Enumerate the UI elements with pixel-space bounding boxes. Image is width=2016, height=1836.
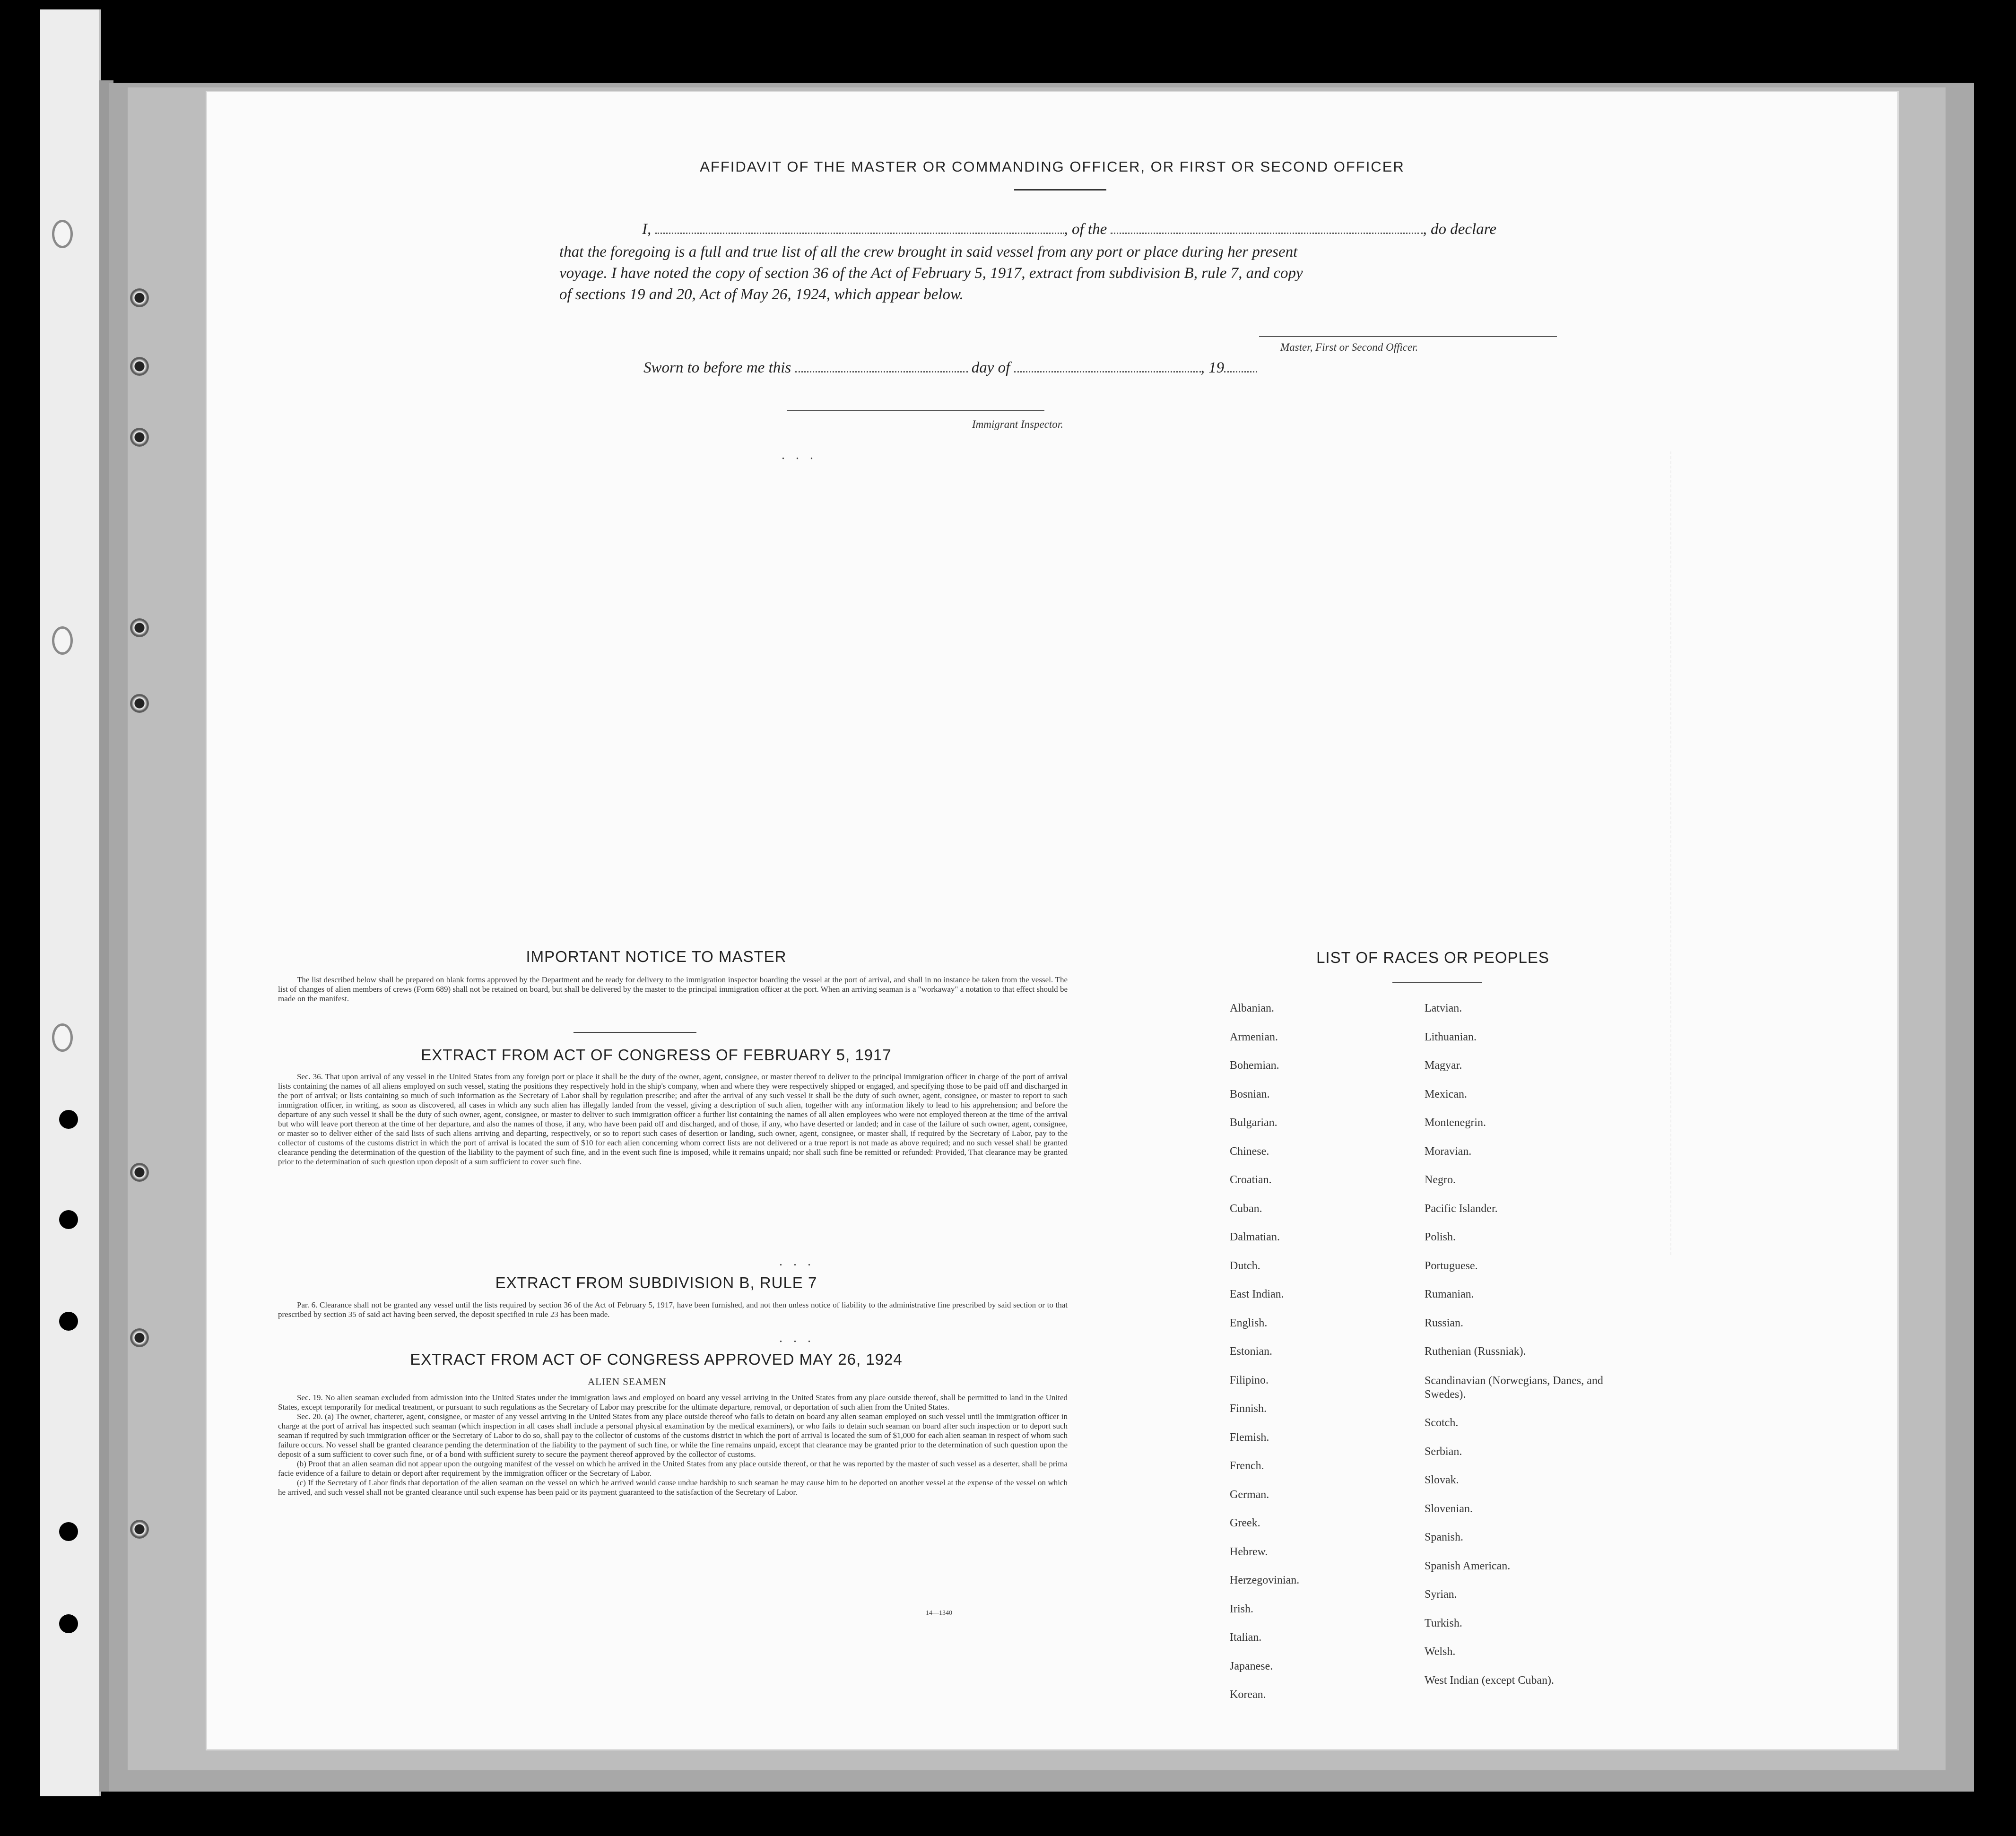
extract-1924-body: Sec. 19. No alien seaman excluded from admission into the United States under the immigration laws and employed on board any vessel arriving in the United States from any place outside thereof, shall be permitted to land in the United States, except temporarily for medical treatment, or pursuant to such regulations as the Secretary of Labor may prescribe for the ultimate departure, removal, or deportation of such alien from the United States. Sec. 20. (a) The owner, charterer, agent, consignee, or master of any vessel arriving in the United States from any place outside thereof who fails to detain on board any alien seaman employed on such vessel until the immigration officer in charge at the port of arrival has inspected such seaman (which inspection in all cases shall include a personal physical examination by the medical examiners), or who fails to detain such seaman on board after such inspection or to deport such seaman if required by such immigration officer or the Secretary of Labor to do so, shall pay to the collector of customs of the customs district in which the port of arrival is located the sum of $1,000 for each alien seaman in respect of whom such failure occurs. No vessel shall be granted clearance pending the determination of the liability to the payment of such fine, or while the fine remains unpaid, except that clearance may be granted prior to the determination of such question upon the deposit of a sum sufficient to cover such fine, or of a bond with sufficient surety to secure the payment thereof approved by the collector of customs. (b) Proof that an alien seaman did not appear upon the outgoing manifest of the vessel on which he arrived in the United States from any place outside thereof, or that he was reported by the master of such vessel as a deserter, shall be prima facie evidence of a failure to detain or deport after requirement by the immigration officer or the Secretary of Labor. (c) If the Secretary of Labor finds that deportation of the alien seaman on the vessel on which he arrived would cause undue hardship to such seaman he may cause him to be deported on another vessel at the expense of the vessel on which he arrived, and such vessel shall not be granted clearance until such expense has been paid or its payment guaranteed to the satisfaction of the Secretary of Labor.	[278, 1393, 1068, 1497]
declaration-line-3: voyage. I have noted the copy of section 36 of the Act of February 5, 1917, extract from subdivision B, rule 7, and copy	[559, 265, 1303, 282]
inspector-caption: Immigrant Inspector.	[972, 418, 1063, 430]
race-item: East Indian.	[1230, 1288, 1284, 1300]
race-item: English.	[1230, 1316, 1268, 1329]
declaration-line-2: that the foregoing is a full and true list of all the crew brought in said vessel from any port or place during her present	[559, 243, 1298, 260]
bleed-through	[1670, 451, 1860, 1255]
race-item: Ruthenian (Russniak).	[1425, 1345, 1526, 1358]
races-title: LIST OF RACES OR PEOPLES	[1316, 949, 1549, 966]
extract-1924-title: EXTRACT FROM ACT OF CONGRESS APPROVED MAY 26, 1924	[410, 1351, 903, 1368]
race-item: Moravian.	[1425, 1145, 1472, 1158]
punch-hole	[59, 1614, 78, 1633]
race-item: Bulgarian.	[1230, 1117, 1277, 1129]
rivet	[130, 1163, 149, 1182]
race-item: Flemish.	[1230, 1431, 1269, 1444]
race-item: Serbian.	[1425, 1445, 1462, 1458]
punch-hole	[59, 1522, 78, 1541]
dots-mark: . . .	[779, 1331, 815, 1345]
rivet	[130, 1520, 149, 1539]
race-item: Montenegrin.	[1425, 1117, 1486, 1129]
race-item: Japanese.	[1230, 1660, 1273, 1672]
race-item: Turkish.	[1425, 1617, 1462, 1629]
master-name-field[interactable]	[655, 223, 1064, 234]
race-item: French.	[1230, 1460, 1264, 1472]
race-item: Welsh.	[1425, 1645, 1456, 1658]
sworn-line: Sworn to before me this day of , 19	[643, 359, 1257, 377]
race-item: Negro.	[1425, 1174, 1456, 1186]
sworn-month-field[interactable]	[1014, 362, 1201, 372]
form-sheet	[207, 92, 1897, 1749]
rivet	[130, 1328, 149, 1347]
race-item: Bohemian.	[1230, 1059, 1279, 1072]
race-item: Hebrew.	[1230, 1545, 1268, 1558]
races-column-1	[1230, 1002, 1419, 1701]
extract-1917-body: Sec. 36. That upon arrival of any vessel in the United States from any foreign port or place it shall be the duty of the owner, agent, consignee, or master thereof to deliver to the principal immigration officer in charge of the port of arrival lists containing the names of all aliens employed on such vessel, stating the positions they respectively hold in the ship's company, when and where they were respectively shipped or engaged, and specifying those to be paid off and discharged in the port of arrival; or lists containing so much of such information as the Secretary of Labor shall by regulation prescribe; and after the arrival of any such vessel it shall be the duty of such owner, agent, consignee, or master to report to such immigration officer, in writing, as soon as discovered, all cases in which any such alien has illegally landed from the vessel, giving a description of such alien, together with any information likely to lead to his apprehension; and before the departure of any such vessel it shall be the duty of such owner, agent, consignee, or master to deliver to such immigration officer a further list containing the names of all alien employees who were not employed thereon at the time of the arrival but who will leave port thereon at the time of her departure, and also the names of those, if any, who have been paid off and discharged, and of those, if any, who have deserted or landed; and in case of the failure of such owner, agent, consignee, or master so to deliver either of the said lists of such aliens arriving and departing, respectively, or so to report such cases of desertion or landing, such owner, agent, consignee, or master shall, if required by the Secretary of Labor, pay to the collector of customs of the customs district in which the port of arrival is located the sum of $10 for each alien concerning whom correct lists are not delivered or a true report is not made as above required; and no such vessel shall be granted clearance pending the determination of the question of the liability to the payment of such fine, and in the event such fine is imposed, while it remains unpaid; nor shall such fine be remitted or refunded: Provided, That clearance may be granted prior to the determination of such question upon deposit of a sum sufficient to cover such fine.	[278, 1072, 1068, 1166]
race-item: Slovenian.	[1425, 1502, 1473, 1515]
race-item: Russian.	[1425, 1316, 1464, 1329]
punch-hole	[59, 1210, 78, 1229]
race-item: Syrian.	[1425, 1588, 1457, 1601]
races-title-rule	[1392, 982, 1482, 983]
race-item: Pacific Islander.	[1425, 1202, 1498, 1215]
punch-hole	[59, 1110, 78, 1129]
declaration-line-1: I, , of the , do declare	[642, 221, 1496, 238]
affidavit-title: AFFIDAVIT OF THE MASTER OR COMMANDING OFFICER, OR FIRST OR SECOND OFFICER	[700, 158, 1405, 175]
race-item: Slovak.	[1425, 1474, 1459, 1487]
race-item: Latvian.	[1425, 1002, 1462, 1014]
sworn-day-field[interactable]	[795, 362, 968, 372]
race-item: Irish.	[1230, 1602, 1253, 1615]
race-item: West Indian (except Cuban).	[1425, 1674, 1554, 1687]
race-item: Dalmatian.	[1230, 1231, 1280, 1243]
rivet	[130, 428, 149, 447]
master-caption: Master, First or Second Officer.	[1280, 341, 1418, 353]
race-item: Scotch.	[1425, 1417, 1459, 1429]
rivet	[130, 288, 149, 307]
rivet	[130, 694, 149, 713]
alien-seamen-subtitle: ALIEN SEAMEN	[588, 1376, 667, 1387]
race-item: Polish.	[1425, 1231, 1456, 1243]
race-item: Greek.	[1230, 1517, 1260, 1529]
race-item: Dutch.	[1230, 1259, 1260, 1272]
races-column-2	[1425, 1002, 1651, 1687]
ring-hole	[52, 220, 73, 248]
race-item: Spanish.	[1425, 1531, 1464, 1544]
race-item: German.	[1230, 1488, 1269, 1501]
race-item: Albanian.	[1230, 1002, 1274, 1014]
race-item: Herzegovinian.	[1230, 1574, 1300, 1586]
race-item: Cuban.	[1230, 1202, 1262, 1215]
inspector-signature-line[interactable]	[787, 410, 1044, 411]
rivet	[130, 618, 149, 637]
race-item: Scandinavian (Norwegians, Danes, and Swedes).	[1425, 1374, 1603, 1401]
extract-rule7-title: EXTRACT FROM SUBDIVISION B, RULE 7	[495, 1274, 817, 1291]
race-item: Mexican.	[1425, 1088, 1467, 1100]
race-item: Armenian.	[1230, 1031, 1278, 1043]
extract-rule7-body: Par. 6. Clearance shall not be granted any vessel until the lists required by section 36 of the Act of February 5, 1917, have been furnished, and not then unless notice of liability to the administrative fine prescribed by said section or to that prescribed by section 35 of said act having been served, the deposit specified in rule 23 has been made.	[278, 1300, 1068, 1319]
rivet	[130, 357, 149, 376]
form-number: 14—1340	[926, 1610, 952, 1617]
race-item: Magyar.	[1425, 1059, 1462, 1072]
race-item: Filipino.	[1230, 1374, 1269, 1386]
race-item: Bosnian.	[1230, 1088, 1270, 1100]
race-item: Rumanian.	[1425, 1288, 1474, 1300]
race-item: Korean.	[1230, 1689, 1266, 1701]
race-item: Italian.	[1230, 1631, 1262, 1644]
punch-hole	[59, 1312, 78, 1331]
race-item: Finnish.	[1230, 1403, 1267, 1415]
race-item: Croatian.	[1230, 1174, 1272, 1186]
race-item: Estonian.	[1230, 1345, 1272, 1358]
extract-1917-title: EXTRACT FROM ACT OF CONGRESS OF FEBRUARY 5, 1917	[421, 1046, 892, 1064]
ring-hole	[52, 1023, 73, 1052]
race-item: Spanish American.	[1425, 1559, 1511, 1572]
dots-mark: . . .	[779, 1254, 815, 1269]
notice-title: IMPORTANT NOTICE TO MASTER	[526, 948, 787, 965]
ring-hole	[52, 626, 73, 655]
race-item: Chinese.	[1230, 1145, 1269, 1158]
declaration-line-4: of sections 19 and 20, Act of May 26, 1924, which appear below.	[559, 286, 964, 303]
master-signature-line[interactable]	[1259, 336, 1557, 337]
race-item: Lithuanian.	[1425, 1031, 1477, 1043]
title-rule	[1014, 189, 1106, 191]
dots-mark: . . .	[782, 448, 817, 462]
sworn-year-field[interactable]	[1224, 362, 1257, 372]
race-item: Portuguese.	[1425, 1259, 1478, 1272]
divider-rule	[574, 1032, 696, 1033]
vessel-name-field[interactable]	[1111, 223, 1423, 234]
notice-body: The list described below shall be prepared on blank forms approved by the Department and be ready for delivery to the immigration inspector boarding the vessel at the port of arrival, and shall in no instance be taken from the vessel. The list of changes of alien members of crews (Form 689) shall not be retained on board, but shall be delivered by the master to the principal immigration officer at the port. When an arriving seaman is a "workaway" a notation to that effect should be made on the manifest.	[278, 975, 1068, 1003]
